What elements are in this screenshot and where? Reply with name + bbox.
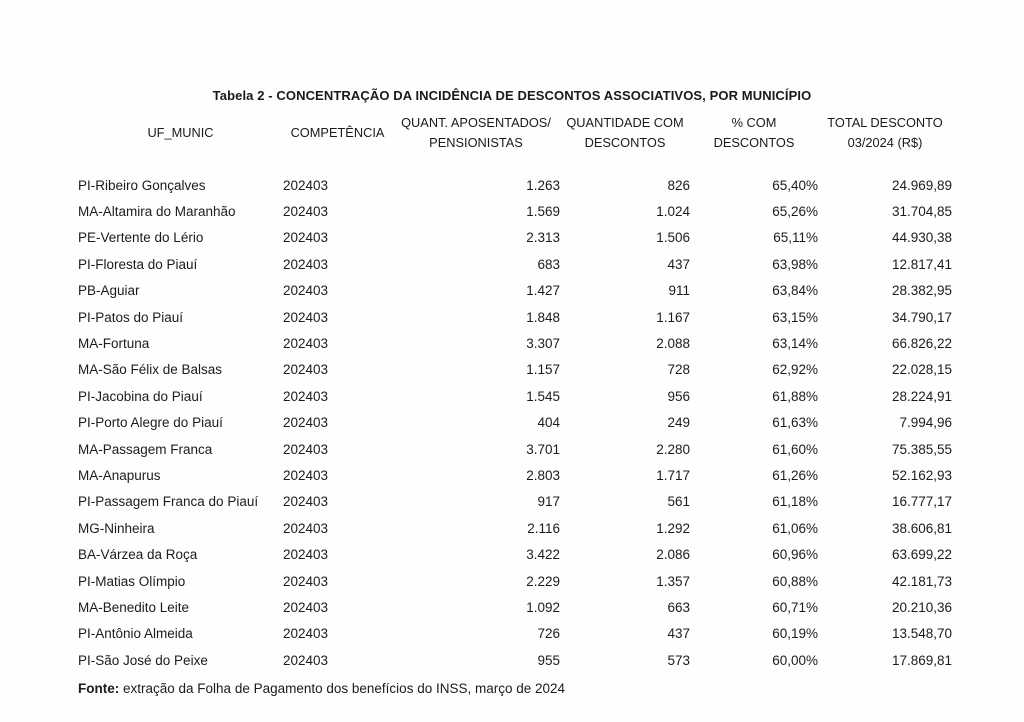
- table-row: [78, 330, 952, 356]
- table-cell: PI-Patos do Piauí: [78, 309, 184, 325]
- table-row: [78, 436, 952, 462]
- table-cell: 437: [667, 626, 690, 642]
- table-cell: PB-Aguiar: [78, 283, 140, 299]
- table-row: [78, 304, 952, 330]
- table-row: [78, 647, 952, 673]
- table-row: [78, 278, 952, 304]
- table-cell: 202403: [283, 547, 329, 563]
- data-table: [78, 108, 952, 673]
- table-cell: 75.385,55: [891, 441, 952, 457]
- table-cell: MA-Anapurus: [78, 467, 161, 483]
- source-label: Fonte:: [78, 681, 120, 696]
- table-cell: 917: [537, 494, 560, 510]
- table-cell: 17.869,81: [891, 652, 952, 668]
- table-cell: 31.704,85: [891, 204, 952, 220]
- table-cell: 61,63%: [772, 415, 818, 431]
- table-cell: 63,98%: [772, 256, 818, 272]
- table-cell: MA-Passagem Franca: [78, 441, 213, 457]
- table-cell: 956: [667, 388, 690, 404]
- table-cell: 202403: [283, 309, 329, 325]
- table-cell: 20.210,36: [891, 599, 952, 615]
- table-cell: 202403: [283, 415, 329, 431]
- table-cell: 1.545: [526, 388, 560, 404]
- table-cell: 3.701: [526, 441, 560, 457]
- table-cell: 202403: [283, 520, 329, 536]
- table-cell: 404: [537, 415, 560, 431]
- table-cell: 202403: [283, 230, 329, 246]
- source-text: extração da Folha de Pagamento dos benefícios do INSS, março de 2024: [119, 681, 566, 696]
- table-row: [78, 489, 952, 515]
- table-row: [78, 198, 952, 224]
- table-cell: 28.224,91: [891, 388, 952, 404]
- table-cell: 1.167: [656, 309, 690, 325]
- table-row: [78, 541, 952, 567]
- table-cell: 1.506: [656, 230, 690, 246]
- table-row: [78, 594, 952, 620]
- table-cell: 202403: [283, 388, 329, 404]
- table-cell: PI-Matias Olímpio: [78, 573, 186, 589]
- table-cell: 561: [667, 494, 690, 510]
- table-header: [78, 108, 952, 172]
- table-cell: 22.028,15: [891, 362, 952, 378]
- table-cell: 2.280: [656, 441, 690, 457]
- table-cell: 202403: [283, 283, 329, 299]
- table-cell: 573: [667, 652, 690, 668]
- table-cell: 65,26%: [772, 204, 818, 220]
- table-cell: 683: [537, 256, 560, 272]
- table-cell: PI-São José do Peixe: [78, 652, 208, 668]
- table-cell: 7.994,96: [899, 415, 952, 431]
- table-cell: 63,15%: [772, 309, 818, 325]
- table-title: Tabela 2 - CONCENTRAÇÃO DA INCIDÊNCIA DE DESCONTOS ASSOCIATIVOS, POR MUNICÍPIO: [212, 88, 812, 103]
- table-cell: 62,92%: [772, 362, 818, 378]
- table-cell: 1.157: [526, 362, 560, 378]
- table-cell: 1.569: [526, 204, 560, 220]
- table-row: [78, 462, 952, 488]
- table-cell: 202403: [283, 441, 329, 457]
- table-cell: 2.313: [526, 230, 560, 246]
- table-cell: 24.969,89: [891, 177, 952, 193]
- table-cell: 28.382,95: [891, 283, 952, 299]
- column-header: COMPETÊNCIA: [290, 125, 385, 140]
- table-cell: 1.292: [656, 520, 690, 536]
- table-cell: BA-Várzea da Roça: [78, 547, 198, 563]
- table-cell: 12.817,41: [891, 256, 952, 272]
- table-cell: PI-Ribeiro Gonçalves: [78, 177, 206, 193]
- column-header: QUANT. APOSENTADOS/ PENSIONISTAS: [401, 115, 551, 150]
- table-row: [78, 225, 952, 251]
- table-cell: PI-Antônio Almeida: [78, 626, 193, 642]
- table-cell: 202403: [283, 599, 329, 615]
- column-header: TOTAL DESCONTO 03/2024 (R$): [827, 115, 943, 150]
- table-cell: 202403: [283, 494, 329, 510]
- table-cell: 202403: [283, 336, 329, 352]
- source-note: [78, 681, 565, 696]
- table-row: [78, 515, 952, 541]
- table-cell: 726: [537, 626, 560, 642]
- column-header: QUANTIDADE COM DESCONTOS: [566, 115, 684, 150]
- table-cell: 1.263: [526, 177, 560, 193]
- table-cell: 65,40%: [772, 177, 818, 193]
- table-cell: 60,00%: [772, 652, 818, 668]
- table-row: [78, 383, 952, 409]
- table-cell: 38.606,81: [891, 520, 952, 536]
- table-cell: 2.229: [526, 573, 560, 589]
- table-cell: MA-São Félix de Balsas: [78, 362, 223, 378]
- table-cell: PI-Floresta do Piauí: [78, 256, 198, 272]
- table-cell: 52.162,93: [891, 467, 952, 483]
- table-cell: 911: [668, 283, 690, 299]
- table-cell: 249: [667, 415, 690, 431]
- table-cell: 202403: [283, 626, 329, 642]
- table-cell: 202403: [283, 652, 329, 668]
- table-cell: 955: [537, 652, 560, 668]
- table-cell: 2.088: [656, 336, 690, 352]
- table-cell: 202403: [283, 467, 329, 483]
- table-cell: 202403: [283, 362, 329, 378]
- table-cell: 63,14%: [772, 336, 818, 352]
- table-cell: 60,88%: [772, 573, 818, 589]
- table-cell: 16.777,17: [891, 494, 952, 510]
- table-cell: MG-Ninheira: [78, 520, 155, 536]
- table-cell: 202403: [283, 256, 329, 272]
- table-cell: 60,96%: [772, 547, 818, 563]
- table-cell: 3.422: [526, 547, 560, 563]
- table-cell: 202403: [283, 204, 329, 220]
- table-cell: 61,06%: [772, 520, 818, 536]
- table-cell: 44.930,38: [891, 230, 952, 246]
- table-cell: MA-Fortuna: [78, 336, 150, 352]
- table-cell: PI-Porto Alegre do Piauí: [78, 415, 223, 431]
- table-cell: PI-Passagem Franca do Piauí: [78, 494, 259, 510]
- table-cell: PI-Jacobina do Piauí: [78, 388, 203, 404]
- table-cell: 66.826,22: [891, 336, 952, 352]
- table-row: [78, 172, 952, 198]
- table-cell: 34.790,17: [891, 309, 952, 325]
- table-row: [78, 621, 952, 647]
- table-cell: 826: [667, 177, 690, 193]
- header-row: [78, 108, 952, 172]
- table-cell: MA-Benedito Leite: [78, 599, 190, 615]
- table-cell: 202403: [283, 177, 329, 193]
- table-cell: 65,11%: [773, 230, 818, 246]
- table-cell: 42.181,73: [891, 573, 952, 589]
- table-cell: 61,60%: [772, 441, 818, 457]
- table-cell: 3.307: [526, 336, 560, 352]
- table-cell: MA-Altamira do Maranhão: [78, 204, 236, 220]
- table-cell: 63,84%: [772, 283, 818, 299]
- table-cell: 2.803: [526, 467, 560, 483]
- table-row: [78, 357, 952, 383]
- table-cell: 2.086: [656, 547, 690, 563]
- column-header: % COM DESCONTOS: [713, 115, 795, 150]
- table-row: [78, 410, 952, 436]
- table-cell: 60,19%: [772, 626, 818, 642]
- table-cell: 663: [667, 599, 690, 615]
- table-cell: 60,71%: [772, 599, 818, 615]
- table-cell: 1.427: [526, 283, 560, 299]
- table-row: [78, 568, 952, 594]
- table-cell: 13.548,70: [891, 626, 952, 642]
- column-header: UF_MUNIC: [147, 125, 214, 140]
- table-cell: 1.024: [656, 204, 690, 220]
- table-cell: 61,26%: [772, 467, 818, 483]
- table-cell: 437: [667, 256, 690, 272]
- table-cell: 1.848: [526, 309, 560, 325]
- table-cell: 1.357: [656, 573, 690, 589]
- table-cell: PE-Vertente do Lério: [78, 230, 204, 246]
- table-cell: 2.116: [527, 520, 560, 536]
- table-cell: 1.717: [656, 467, 690, 483]
- table-cell: 202403: [283, 573, 329, 589]
- table-body: [78, 172, 952, 673]
- table-cell: 1.092: [526, 599, 560, 615]
- table-cell: 63.699,22: [891, 547, 952, 563]
- table-row: [78, 251, 952, 277]
- table-cell: 728: [667, 362, 690, 378]
- table-cell: 61,88%: [772, 388, 818, 404]
- table-cell: 61,18%: [772, 494, 818, 510]
